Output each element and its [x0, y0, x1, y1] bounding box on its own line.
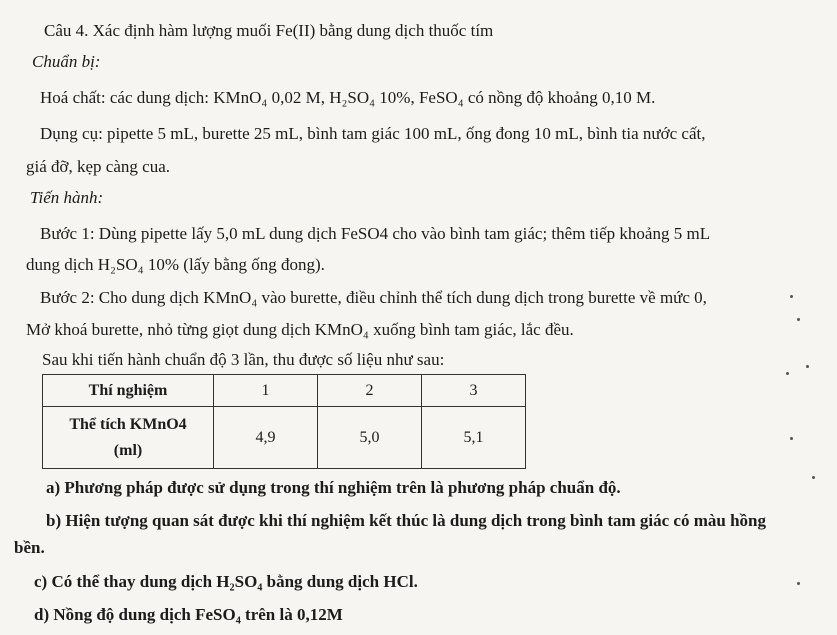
- table-cell: 5,0: [318, 407, 422, 469]
- row-label-cell: [43, 407, 214, 469]
- step1-line-1: Bước 1: Dùng pipette lấy 5,0 mL dung dịch FeSO4 cho vào bình tam giác; thêm tiếp khoảng 5 mL: [40, 224, 711, 243]
- paper-speck: [797, 318, 800, 321]
- tools-line-1: Dụng cụ: pipette 5 mL, burette 25 mL, bình tam giác 100 mL, ống đong 10 mL, bình tia nước cất,: [40, 124, 706, 143]
- row-label-line-2: (ml): [113, 441, 143, 459]
- paper-speck: [812, 476, 815, 479]
- statement-b-line-1: b) Hiện tượng quan sát được khi thí nghiệm kết thúc là dung dịch trong bình tam giác có màu hồng: [46, 511, 767, 530]
- statement-d: d) Nồng độ dung dịch FeSO₄ trên là 0,12M: [34, 605, 343, 624]
- table-header-cell: Thí nghiệm: [43, 375, 214, 407]
- prepare-heading: Chuẩn bị:: [32, 52, 101, 71]
- table-header-cell: 2: [318, 375, 422, 407]
- paper-speck: [790, 437, 793, 440]
- question-title: Câu 4. Xác định hàm lượng muối Fe(II) bằng dung dịch thuốc tím: [44, 21, 494, 40]
- row-label-line-1: Thể tích KMnO4: [69, 415, 187, 433]
- step2-line-2: Mở khoá burette, nhỏ từng giọt dung dịch KMnO₄ xuống bình tam giác, lắc đều.: [26, 320, 574, 339]
- statement-c: c) Có thể thay dung dịch H₂SO₄ bằng dung dịch HCl.: [34, 572, 418, 591]
- table-header-cell: 1: [214, 375, 318, 407]
- table-cell: 5,1: [422, 407, 526, 469]
- table-row: [43, 407, 526, 469]
- step2-line-1: Bước 2: Cho dung dịch KMnO₄ vào burette, điều chỉnh thể tích dung dịch trong burette về mức 0,: [40, 288, 707, 307]
- statement-a: a) Phương pháp được sử dụng trong thí nghiệm trên là phương pháp chuẩn độ.: [46, 478, 621, 497]
- tools-line-2: giá đỡ, kẹp càng cua.: [26, 157, 170, 176]
- paper-speck: [786, 372, 789, 375]
- chemicals-line: Hoá chất: các dung dịch: KMnO₄ 0,02 M, H₂SO₄ 10%, FeSO₄ có nồng độ khoảng 0,10 M.: [40, 88, 656, 107]
- step1-line-2: dung dịch H₂SO₄ 10% (lấy bằng ống đong).: [26, 255, 325, 274]
- paper-speck: [790, 295, 793, 298]
- paper-speck: [797, 582, 800, 585]
- paper-speck: [806, 365, 809, 368]
- result-intro: Sau khi tiến hành chuẩn độ 3 lần, thu được số liệu như sau:: [42, 350, 445, 369]
- procedure-heading: Tiến hành:: [30, 188, 104, 207]
- statement-b-line-2: bền.: [14, 538, 45, 557]
- titration-table: [42, 374, 526, 469]
- table-header-row: [43, 375, 526, 407]
- table-cell: 4,9: [214, 407, 318, 469]
- table-header-cell: 3: [422, 375, 526, 407]
